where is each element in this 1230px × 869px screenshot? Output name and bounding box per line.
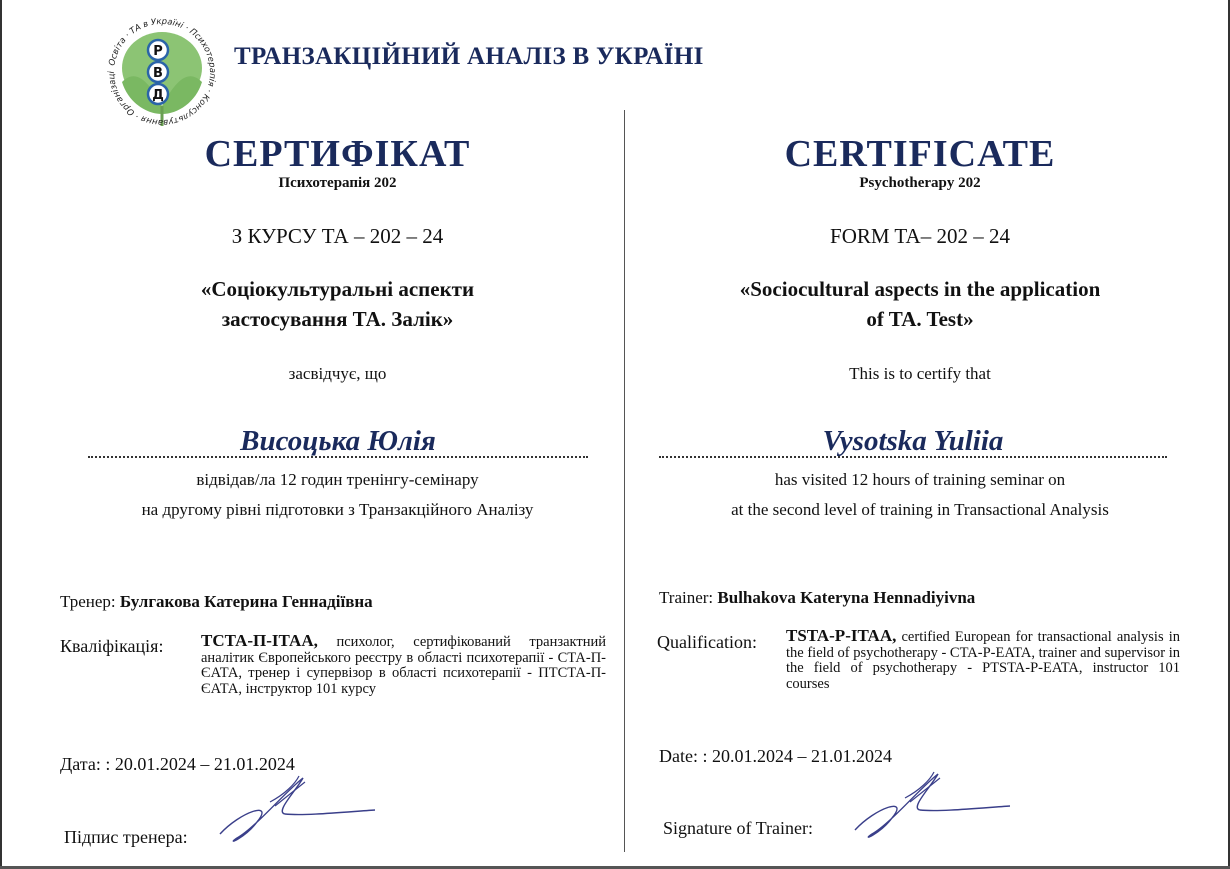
certificate-subtitle: Psychotherapy 202 [859, 175, 981, 191]
course-name-line-1: «Sociocultural aspects in the application [739, 277, 1101, 301]
certificate-ukrainian [60, 0, 615, 869]
trainer-name: Bulhakova Kateryna Hennadiyivna [717, 588, 976, 607]
participant-name: Висоцька Юлія [240, 425, 436, 457]
qualification-label: Qualification: [657, 632, 757, 652]
course-name [655, 274, 1185, 334]
qualification-label: Кваліфікація: [60, 636, 164, 656]
course-dates: Дата: : 20.01.2024 – 21.01.2024 [60, 754, 295, 774]
trainer-name: Булгакова Катерина Геннадіївна [119, 592, 373, 611]
participant-name: Vysotska Yuliia [822, 425, 1004, 457]
trainer-label: Тренер: [60, 592, 116, 611]
signature-label: Підпис тренера: [64, 827, 188, 847]
qualification-code: ТСТА-П-ІТАА, [201, 631, 318, 650]
name-underline [659, 416, 1167, 458]
course-name-line-2: of TA. Test» [866, 307, 974, 331]
qualification-text [786, 628, 1180, 692]
trainer-line [659, 588, 975, 608]
qualification-text [201, 633, 606, 697]
logo-letter-3: Д [152, 88, 164, 103]
attendance-text [655, 465, 1185, 525]
attendance-line-2: на другому рівні підготовки з Транзакційного Аналізу [141, 500, 534, 519]
course-name-line-2: застосування ТА. Залік» [221, 307, 454, 331]
logo-letter-1: Р [153, 44, 163, 59]
certificate-english [655, 0, 1185, 869]
qualification-description: certified European for transactional analysis in the field of psychotherapy - CTA-P-EATA, trainer and supervisor in the field of psychotherapy - PTSTA-P-EATA, instructor 101 courses [786, 629, 1181, 692]
trainer-line [60, 592, 373, 612]
qualification-description: психолог, сертифікований транзактний аналітик Європейського реєстру в області психотерапії - СТА-П-ЄАТА, тренер і супервізор в області психотерапії - ПТСТА-П-ЄАТА, інструктор 101 курсу [201, 634, 606, 697]
svg-text:Освіта · ТА в Україні · Психот: Освіта · ТА в Україні · Психотерапія · Консультування · Організаці [106, 16, 218, 128]
attendance-line-2: at the second level of training in Transactional Analysis [731, 500, 1109, 519]
certificate-title: СЕРТИФІКАТ [204, 133, 471, 175]
attendance-line-1: відвідав/ла 12 годин тренінгу-семінару [196, 470, 479, 489]
signature-label: Signature of Trainer: [663, 818, 813, 838]
attendance-text [60, 465, 615, 525]
certificate-subtitle: Психотерапія 202 [278, 175, 397, 191]
course-name-line-1: «Соціокультуральні аспекти [200, 277, 475, 301]
column-divider [624, 110, 625, 852]
certify-text: засвідчує, що [288, 364, 387, 383]
trainer-signature [850, 768, 1020, 853]
trainer-signature [215, 772, 385, 857]
organization-title: ТРАНЗАКЦІЙНИЙ АНАЛІЗ В УКРАЇНІ [234, 43, 704, 70]
certify-text: This is to certify that [849, 364, 991, 383]
course-dates: Date: : 20.01.2024 – 21.01.2024 [659, 746, 892, 766]
course-code: FORM TA– 202 – 24 [830, 224, 1010, 248]
name-underline [88, 416, 588, 458]
trainer-label: Trainer: [659, 588, 714, 607]
course-name [60, 274, 615, 334]
course-code: З КУРСУ ТА – 202 – 24 [231, 224, 444, 248]
certificate-title: CERTIFICATE [784, 133, 1056, 175]
qualification-code: TSTA-P-ITAA, [786, 626, 897, 645]
attendance-line-1: has visited 12 hours of training seminar on [774, 470, 1066, 489]
page-border-left [0, 0, 2, 869]
logo-letter-2: В [153, 66, 163, 81]
